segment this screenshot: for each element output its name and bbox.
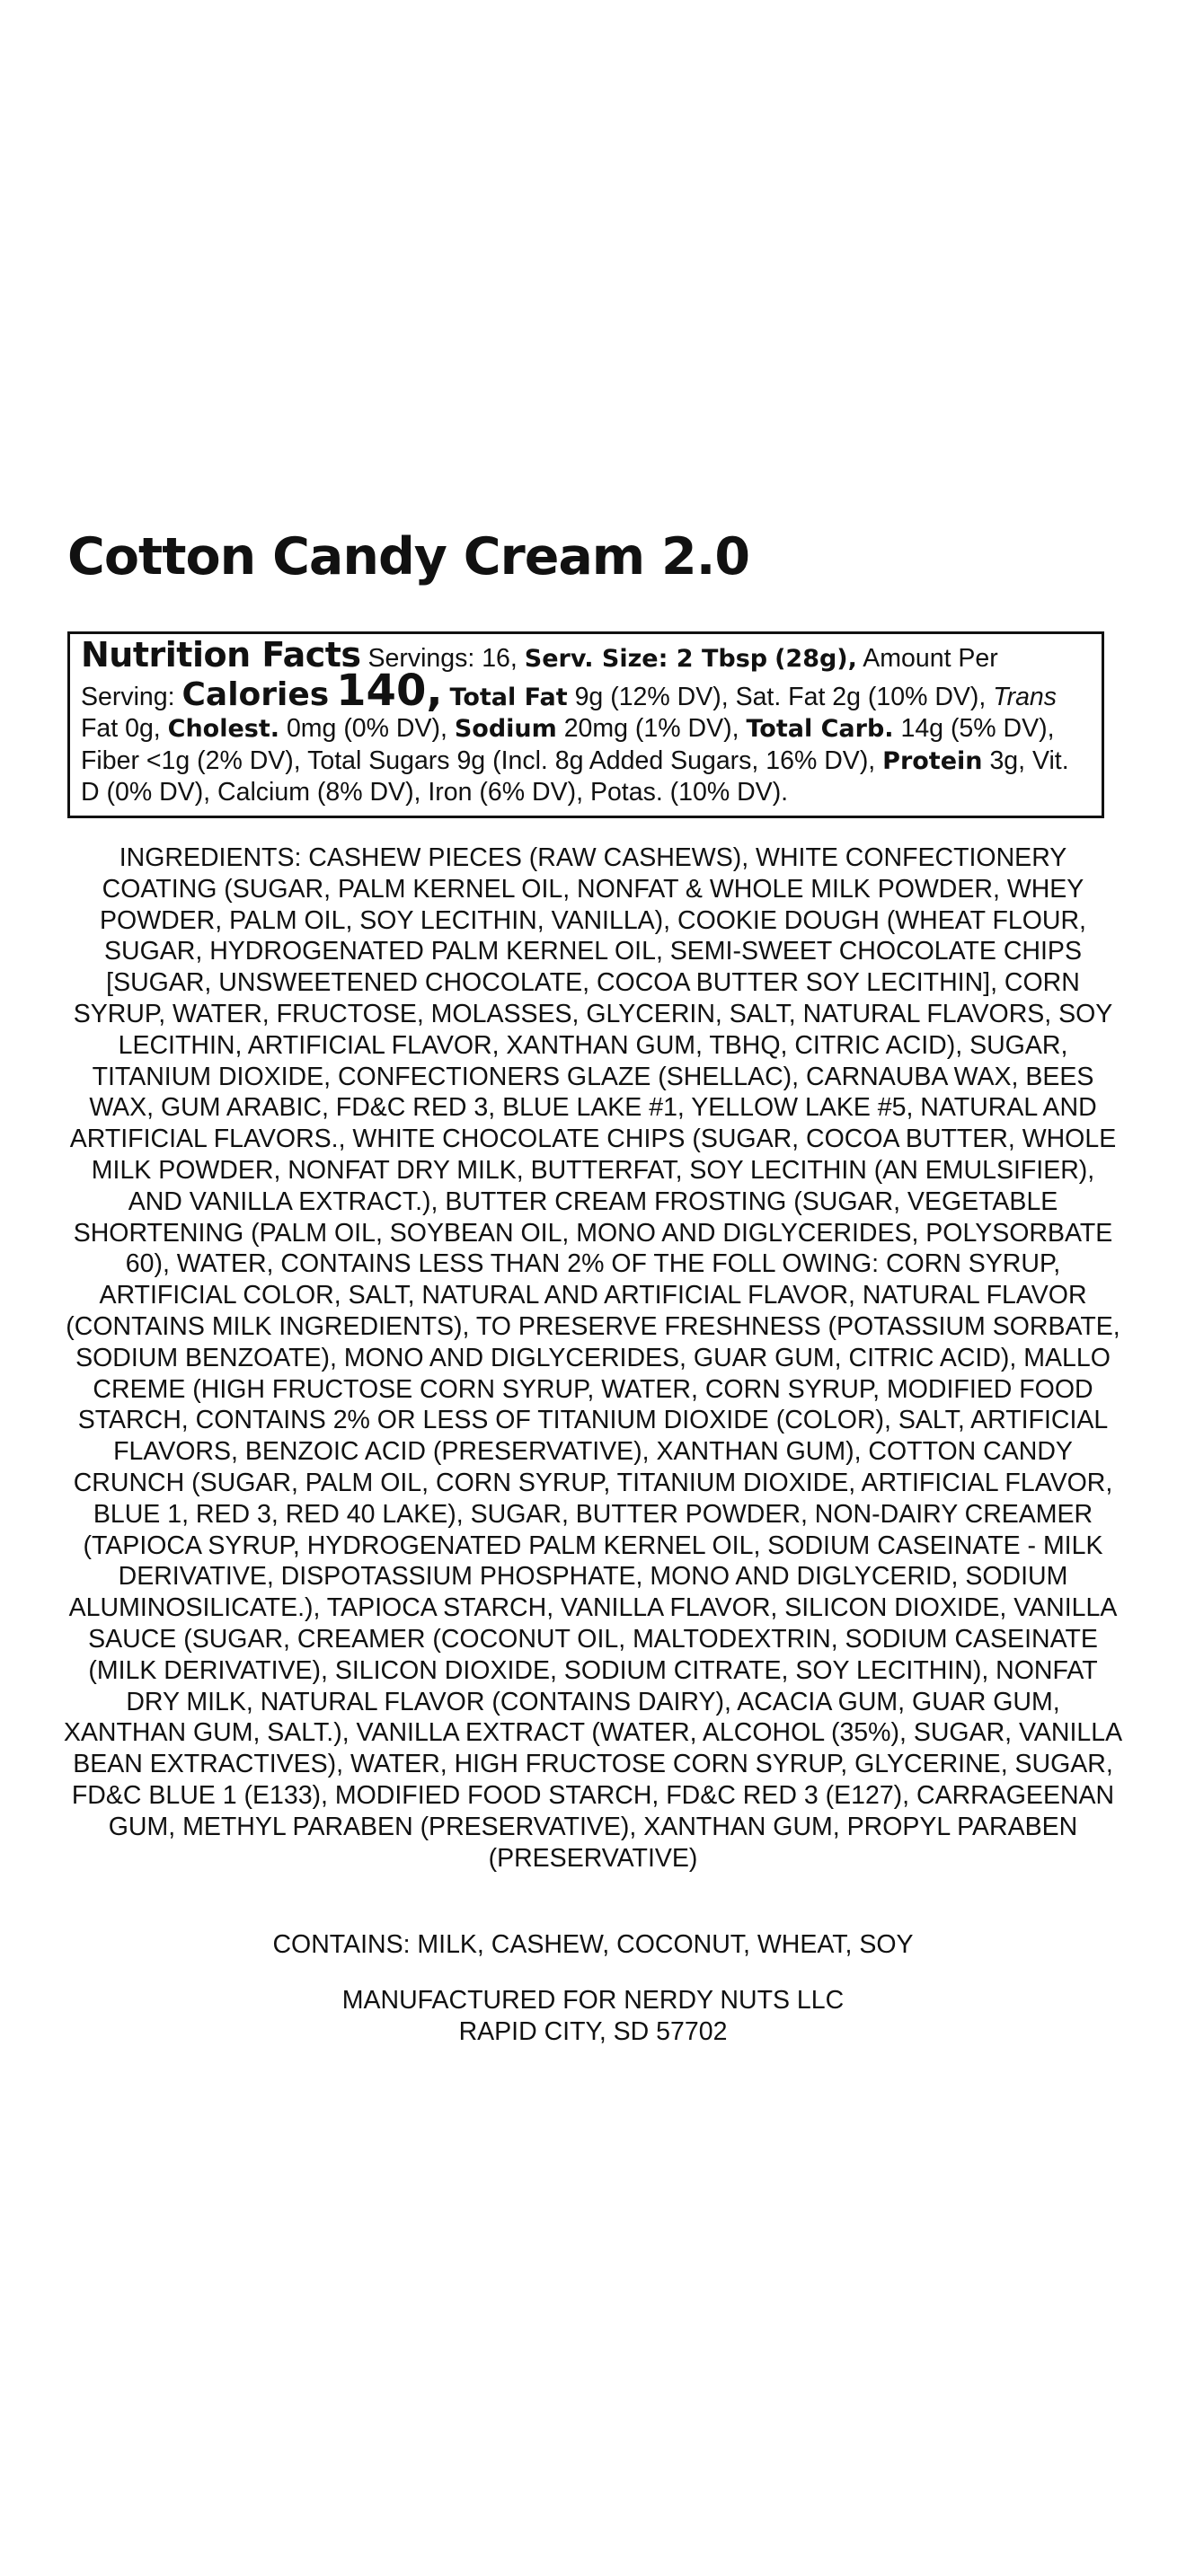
manufacturer-address: RAPID CITY, SD 57702: [458, 2017, 728, 2046]
servings: Servings: 16,: [367, 644, 518, 673]
total-fat-label: Total Fat: [449, 683, 568, 711]
ingredients-list: INGREDIENTS: CASHEW PIECES (RAW CASHEWS), WHITE CONFECTIONERY COATING (SUGAR, PALM KERNEL OIL, NONFAT & WHOLE MILK POWDER, WHEY POWDER, PALM OIL, SOY LECITHIN, VANILLA), COOKIE DOUGH (WHEAT FLOUR, SUGAR, HYDROGENATED PALM KERNEL OIL, SEMI-SWEET CHOCOLATE CHIPS [SUGAR, UNSWEETENED CHOCOLATE, COCOA BUTTER SOY LECITHIN], CORN SYRUP, WATER, FRUCTOSE, MOLASSES, GLYCERIN, SALT, NATURAL FLAVORS, SOY LECITHIN, ARTIFICIAL FLAVOR, XANTHAN GUM, TBHQ, CITRIC ACID), SUGAR, TITANIUM DIOXIDE, CONFECTIONERS GLAZE (SHELLAC), CARNAUBA WAX, BEES WAX, GUM ARABIC, FD&C RED 3, BLUE LAKE #1, YELLOW LAKE #5, NATURAL AND ARTIFICIAL FLAVORS., WHITE CHOCOLATE CHIPS (SUGAR, COCOA BUTTER, WHOLE MILK POWDER, NONFAT DRY MILK, BUTTERFAT, SOY LECITHIN (AN EMULSIFIER), AND VANILLA EXTRACT.), BUTTER CREAM FROSTING (SUGAR, VEGETABLE SHORTENING (PALM OIL, SOYBEAN OIL, MONO AND DIGLYCERIDES, POLYSORBATE 60), WATER, CONTAINS LESS THAN 2% OF THE FOLL OWING: CORN SYRUP, ARTIFICIAL COLOR, SALT, NATURAL AND ARTIFICIAL FLAVOR, NATURAL FLAVOR (CONTAINS MILK INGREDIENTS), TO PRESERVE FRESHNESS (POTASSIUM SORBATE, SODIUM BENZOATE), MONO AND DIGLYCERIDES, GUAR GUM, CITRIC ACID), MALLO CREME (HIGH FRUCTOSE CORN SYRUP, WATER, CORN SYRUP, MODIFIED FOOD STARCH, CONTAINS 2% OR LESS OF TITANIUM DIOXIDE (COLOR), SALT, ARTIFICIAL FLAVORS, BENZOIC ACID (PRESERVATIVE), XANTHAN GUM), COTTON CANDY CRUNCH (SUGAR, PALM OIL, CORN SYRUP, TITANIUM DIOXIDE, ARTIFICIAL FLAVOR, BLUE 1, RED 3, RED 40 LAKE), SUGAR, BUTTER POWDER, NON-DAIRY CREAMER (TAPIOCA SYRUP, HYDROGENATED PALM KERNEL OIL, SODIUM CASEINATE - MILK DERIVATIVE, DISPOTASSIUM PHOSPHATE, MONO AND DIGLYCERID, SODIUM ALUMINOSILICATE.), TAPIOCA STARCH, VANILLA FLAVOR, SILICON DIOXIDE, VANILLA SAUCE (SUGAR, CREAMER (COCONUT OIL, MALTODEXTRIN, SODIUM CASEINATE (MILK DERIVATIVE), SILICON DIOXIDE, SODIUM CITRATE, SOY LECITHIN), NONFAT DRY MILK, NATURAL FLAVOR (CONTAINS DAIRY), ACACIA GUM, GUAR GUM, XANTHAN GUM, SALT.), VANILLA EXTRACT (WATER, ALCOHOL (35%), SUGAR, VANILLA BEAN EXTRACTIVES), WATER, HIGH FRUCTOSE CORN SYRUP, GLYCERINE, SUGAR, FD&C BLUE 1 (E133), MODIFIED FOOD STARCH, FD&C RED 3 (E127), CARRAGEENAN GUM, METHYL PARABEN (PRESERVATIVE), XANTHAN GUM, PROPYL PARABEN (PRESERVATIVE): [63, 843, 1123, 1873]
serving-size-label: Serv. Size: 2 Tbsp: [524, 645, 768, 673]
amount-per-serving: Amount Per Serving:: [81, 644, 998, 711]
protein-value: 3g, Vit. D (0% DV), Calcium (8% DV), Iron (6% DV), Potas. (10% DV).: [81, 745, 1069, 807]
nutrition-facts-box: [67, 631, 1104, 818]
allergen-statement: CONTAINS: MILK, CASHEW, COCONUT, WHEAT, SOY: [272, 1930, 914, 1959]
calories-label: Calories: [181, 675, 330, 713]
trans-fat-value: Fat 0g,: [81, 714, 161, 743]
sodium-label: Sodium: [454, 715, 557, 743]
manufacturer-name: MANUFACTURED FOR NERDY NUTS LLC: [341, 1986, 845, 2015]
trans-fat-label: Trans: [993, 682, 1058, 711]
cholesterol-label: Cholest.: [167, 715, 280, 743]
total-fat-value: 9g (12% DV), Sat. Fat 2g (10% DV),: [574, 682, 987, 711]
serving-size-value: (28g),: [774, 645, 857, 673]
sodium-value: 20mg (1% DV),: [563, 714, 739, 743]
total-carb-value: 14g (5% DV), Fiber <1g (2% DV), Total Sugars 9g (Incl. 8g Added Sugars, 16% DV),: [81, 714, 1055, 775]
calories-value: 140,: [336, 665, 443, 716]
total-carb-label: Total Carb.: [746, 715, 894, 743]
manufacturer-info: [63, 1985, 1123, 2048]
product-title: Cotton Candy Cream 2.0: [67, 527, 750, 587]
cholesterol-value: 0mg (0% DV),: [286, 714, 447, 743]
protein-label: Protein: [882, 746, 983, 775]
nutrition-facts-heading: Nutrition Facts: [81, 635, 361, 675]
